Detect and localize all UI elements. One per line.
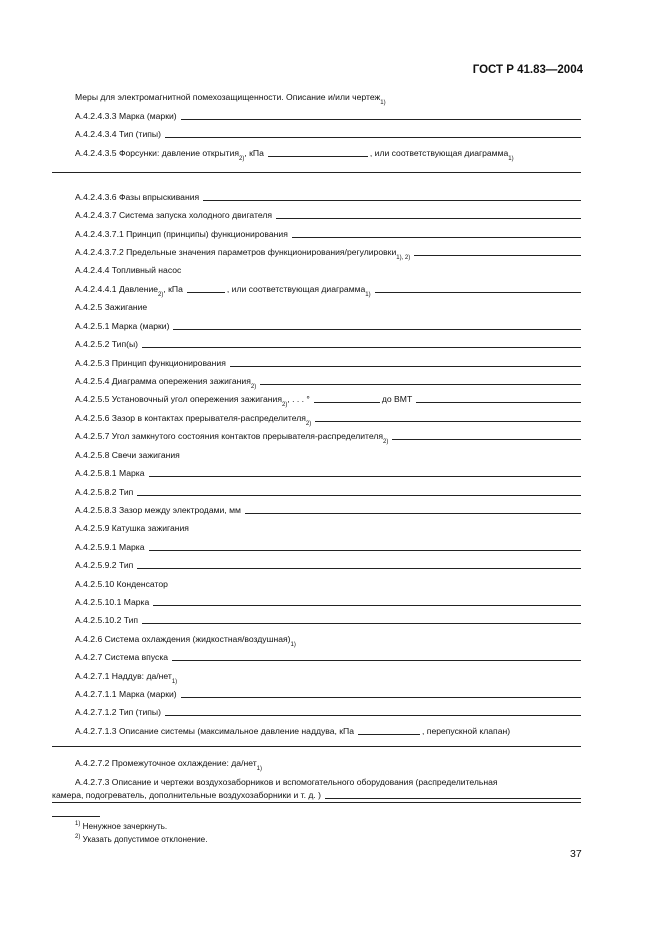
row-label: А.4.2.4.3.4 Тип (типы): [75, 129, 161, 139]
answer-field[interactable]: [245, 513, 581, 514]
form-row: [75, 229, 583, 240]
answer-field[interactable]: [392, 439, 581, 440]
footnote-text: Указать допустимое отклонение.: [82, 835, 208, 844]
row-label: камера, подогреватель, дополнительные воздухозаборники и т. д. ): [52, 790, 322, 800]
form-row: [75, 339, 583, 350]
row-label: А.4.2.7.1.2 Тип (типы): [75, 707, 161, 717]
document-header: ГОСТ Р 41.83—2004: [472, 64, 583, 76]
form-row: А.4.2.5.5 Установочный угол опережения зажигания 2) , . . . ° до ВМТ: [75, 394, 583, 405]
form-row: А.4.2.7.2 Промежуточное охлаждение: да/нет 1): [75, 758, 262, 772]
form-row: [75, 652, 583, 663]
footnote-text: Ненужное зачеркнуть.: [82, 822, 168, 831]
form-row: [75, 358, 583, 369]
form-row: Меры для электромагнитной помехозащищенности. Описание и/или чертеж 1): [75, 92, 386, 106]
form-row: [52, 746, 583, 749]
answer-field[interactable]: [149, 550, 582, 551]
answer-field[interactable]: [165, 137, 581, 138]
form-row: [75, 505, 583, 516]
row-label: до ВМТ: [381, 394, 413, 404]
form-row: [75, 560, 583, 571]
row-label: А.4.2.5.9.1 Марка: [75, 542, 145, 552]
answer-field[interactable]: [260, 384, 581, 385]
row-label: А.4.2.5 Зажигание: [75, 302, 148, 312]
row-label: А.4.2.5.3 Принцип функционирования: [75, 358, 226, 368]
form-row: [75, 111, 583, 122]
row-label: А.4.2.5.7 Угол замкнутого состояния контактов прерывателя-распределителя: [75, 431, 384, 441]
row-label: А.4.2.4.3.7 Система запуска холодного двигателя: [75, 210, 273, 220]
form-row: А.4.2.5.6 Зазор в контактах прерывателя-распределителя 2): [75, 413, 583, 424]
row-label: А.4.2.5.9.2 Тип: [75, 560, 134, 570]
footnote-mark: 1): [75, 821, 81, 827]
row-label: , или соответствующая диаграмма: [226, 284, 366, 294]
row-label: А.4.2.5.10.2 Тип: [75, 615, 139, 625]
row-label: А.4.2.5.4 Диаграмма опережения зажигания: [75, 376, 251, 386]
answer-field[interactable]: [142, 347, 581, 348]
row-label: , кПа: [244, 148, 264, 158]
row-label: А.4.2.5.8.2 Тип: [75, 487, 134, 497]
form-row: [75, 487, 583, 498]
row-label: А.4.2.4.3.3 Марка (марки): [75, 111, 177, 121]
row-label: А.4.2.5.8.1 Марка: [75, 468, 145, 478]
answer-field[interactable]: [52, 746, 581, 747]
form-row: А.4.2.5.4 Диаграмма опережения зажигания 2): [75, 376, 583, 387]
form-row: [75, 192, 583, 203]
answer-field[interactable]: [52, 172, 581, 173]
form-row: [75, 615, 583, 626]
page-number: 37: [570, 848, 582, 860]
form-row: [75, 321, 583, 332]
form-row: [75, 129, 583, 140]
form-row: [75, 707, 583, 718]
row-label: А.4.2.7.1 Наддув: да/нет: [75, 671, 172, 681]
answer-field[interactable]: [149, 476, 582, 477]
row-label: А.4.2.4.3.6 Фазы впрыскивания: [75, 192, 200, 202]
form-row: А.4.2.4.3.5 Форсунки: давление открытия 2) , кПа , или соответствующая диаграмма 1): [75, 148, 514, 162]
row-label: А.4.2.5.2 Тип(ы): [75, 339, 139, 349]
answer-field[interactable]: [165, 715, 581, 716]
form-row: [75, 726, 583, 737]
form-row: [52, 172, 583, 175]
row-label: Меры для электромагнитной помехозащищенности. Описание и/или чертеж: [75, 92, 381, 102]
answer-field[interactable]: [172, 660, 581, 661]
row-label: А.4.2.4.4 Топливный насос: [75, 265, 182, 275]
answer-field[interactable]: [325, 798, 581, 799]
answer-field[interactable]: [276, 218, 581, 219]
answer-field[interactable]: [315, 421, 581, 422]
footnote: [75, 822, 167, 831]
answer-field[interactable]: [414, 255, 581, 256]
form-row: [75, 302, 583, 313]
answer-field[interactable]: [137, 495, 581, 496]
form-row: А.4.2.5.7 Угол замкнутого состояния контактов прерывателя-распределителя 2): [75, 431, 583, 442]
form-row: [75, 579, 583, 590]
answer-field[interactable]: [314, 402, 380, 403]
row-label: А.4.2.5.9 Катушка зажигания: [75, 523, 189, 533]
row-label: А.4.2.5.8 Свечи зажигания: [75, 450, 180, 460]
row-label: А.4.2.4.3.7.2 Предельные значения параметров функционирования/регулировки: [75, 247, 397, 257]
form-row: [75, 468, 583, 479]
row-label: , кПа: [163, 284, 183, 294]
row-label: А.4.2.4.4.1 Давление: [75, 284, 159, 294]
row-label: А.4.2.5.1 Марка (марки): [75, 321, 170, 331]
form-row: [75, 597, 583, 608]
row-label: , или соответствующая диаграмма: [369, 148, 509, 158]
form-row: [75, 689, 583, 700]
row-label: А.4.2.7.3 Описание и чертежи воздухозаборников и вспомогательного оборудования (распределительная: [75, 777, 498, 787]
form-row: А.4.2.6 Система охлаждения (жидкостная/воздушная) 1): [75, 634, 296, 648]
row-label: А.4.2.5.8.3 Зазор между электродами, мм: [75, 505, 241, 515]
form-row: А.4.2.7.1 Наддув: да/нет 1): [75, 671, 178, 685]
answer-field[interactable]: [52, 802, 581, 803]
form-row: [52, 802, 583, 805]
answer-field[interactable]: [181, 697, 581, 698]
answer-field[interactable]: [203, 200, 581, 201]
row-label: А.4.2.5.6 Зазор в контактах прерывателя-распределителя: [75, 413, 306, 423]
form-row: [75, 265, 583, 276]
row-label: , . . . °: [287, 394, 310, 404]
row-label: А.4.2.7.2 Промежуточное охлаждение: да/нет: [75, 758, 257, 768]
row-label: А.4.2.5.10.1 Марка: [75, 597, 150, 607]
form-row: [75, 777, 583, 788]
row-label: А.4.2.6 Система охлаждения (жидкостная/воздушная): [75, 634, 291, 644]
form-row: [75, 523, 583, 534]
answer-field[interactable]: [137, 568, 581, 569]
form-row: [52, 790, 583, 801]
answer-field[interactable]: [142, 623, 581, 624]
answer-field[interactable]: [268, 156, 368, 157]
row-label: А.4.2.7.1.3 Описание системы (максимальное давление наддува, кПа: [75, 726, 355, 736]
answer-field[interactable]: [292, 237, 581, 238]
row-label: А.4.2.5.5 Установочный угол опережения зажигания: [75, 394, 282, 404]
answer-field[interactable]: [416, 402, 581, 403]
form-row: [75, 450, 583, 461]
answer-field[interactable]: [173, 329, 581, 330]
answer-field[interactable]: [375, 292, 581, 293]
answer-field[interactable]: [181, 119, 581, 120]
row-label: А.4.2.7 Система впуска: [75, 652, 169, 662]
form-row: [75, 210, 583, 221]
answer-field[interactable]: [230, 366, 581, 367]
form-row: [75, 542, 583, 553]
row-label: А.4.2.7.1.1 Марка (марки): [75, 689, 177, 699]
footnote: [75, 835, 208, 844]
answer-field[interactable]: [153, 605, 581, 606]
form-row: А.4.2.4.4.1 Давление 2) , кПа , или соответствующая диаграмма 1): [75, 284, 583, 295]
footnote-separator: [52, 816, 100, 817]
answer-field[interactable]: [358, 734, 420, 735]
footnote-mark: 2): [75, 834, 81, 840]
row-label: А.4.2.4.3.5 Форсунки: давление открытия: [75, 148, 240, 158]
row-label: , перепускной клапан): [422, 726, 511, 736]
row-label: А.4.2.5.10 Конденсатор: [75, 579, 168, 589]
row-label: А.4.2.4.3.7.1 Принцип (принципы) функционирования: [75, 229, 288, 239]
form-row: А.4.2.4.3.7.2 Предельные значения параметров функционирования/регулировки 1), 2): [75, 247, 583, 258]
answer-field[interactable]: [187, 292, 225, 293]
